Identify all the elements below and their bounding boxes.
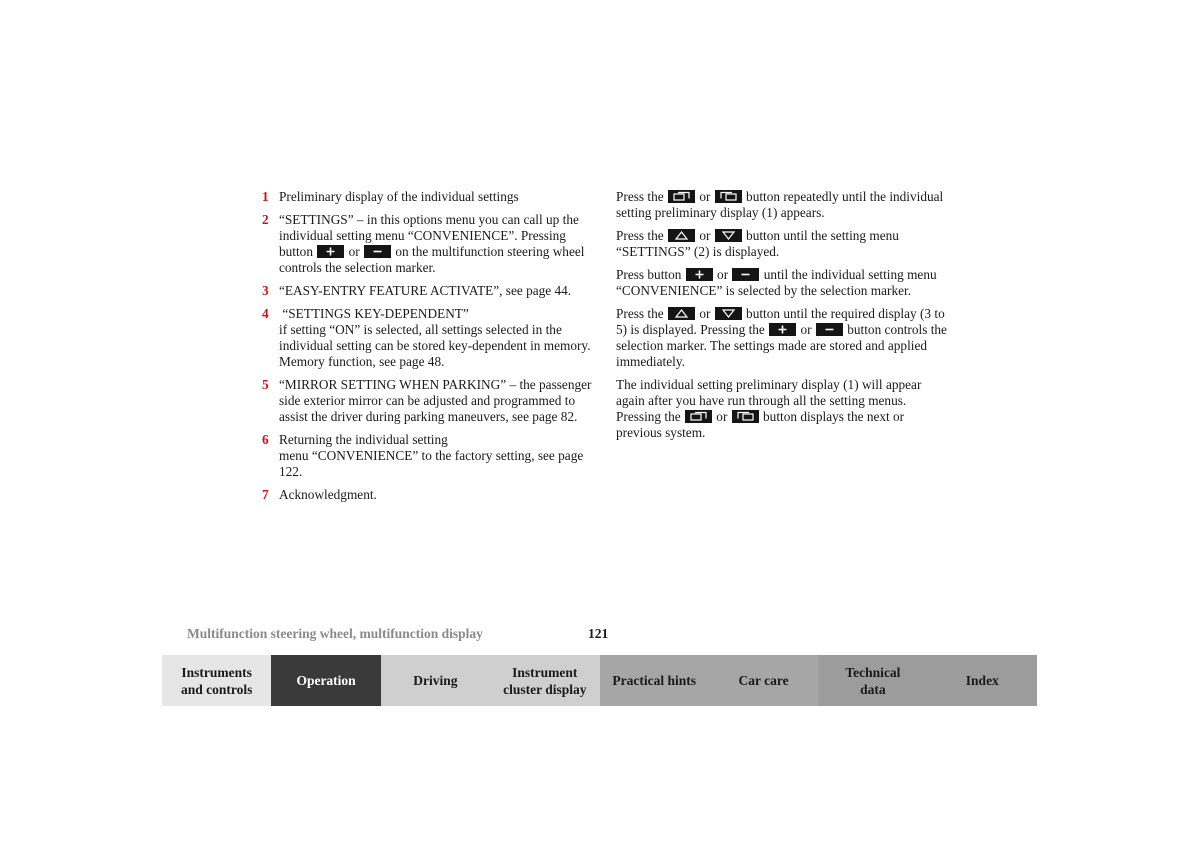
item-number: 5 — [262, 377, 269, 392]
or-text: or — [348, 244, 360, 259]
minus-button-icon — [732, 268, 759, 281]
item-number: 1 — [262, 189, 269, 204]
or-text: or — [800, 322, 812, 337]
up-arrow-icon — [668, 307, 695, 320]
text: Press the — [616, 306, 664, 321]
plus-button-icon — [686, 268, 713, 281]
text: button displays the next or previous system. — [616, 409, 905, 440]
item-text: “EASY-ENTRY FEATURE ACTIVATE”, see page 44. — [279, 283, 572, 298]
up-arrow-icon — [668, 229, 695, 242]
section-title: Multifunction steering wheel, multifunction display — [187, 626, 483, 641]
item-text: “SETTINGS” – in this options menu you can call up the individual setting menu “CONVENIENCE”. Pressing button — [279, 212, 579, 259]
text: The individual setting preliminary display (1) will appear again after you have run through all the setting menus. Pressing the — [616, 377, 922, 424]
item-number: 2 — [262, 212, 269, 227]
or-text: or — [717, 267, 729, 282]
or-text: or — [699, 228, 711, 243]
text: button controls the selection marker. The settings made are stored and applied immediately. — [616, 322, 947, 369]
tab-driving[interactable] — [381, 655, 490, 706]
item-number: 6 — [262, 432, 269, 447]
next-display-icon — [685, 410, 712, 423]
list-item — [262, 283, 592, 299]
tab-technical-data[interactable] — [818, 655, 927, 706]
or-text: or — [699, 189, 711, 204]
item-number: 4 — [262, 306, 269, 321]
tab-label: Index — [965, 673, 999, 688]
minus-button-icon — [364, 245, 391, 258]
text: button repeatedly until the individual setting preliminary display (1) appears. — [616, 189, 944, 220]
tab-label: data — [860, 681, 886, 697]
tab-operation[interactable] — [271, 655, 380, 706]
tab-label: and controls — [180, 681, 253, 697]
or-text: or — [716, 409, 728, 424]
item-number: 3 — [262, 283, 269, 298]
tab-practical-hints[interactable] — [600, 655, 709, 706]
item-text: “MIRROR SETTING WHEN PARKING” – the passenger side exterior mirror can be adjusted and programmed to assist the driver during parking maneuvers, see page 82. — [279, 377, 592, 424]
item-text: on the multifunction steering wheel controls the selection marker. — [279, 244, 585, 275]
tab-instruments-and-controls[interactable] — [162, 655, 271, 706]
instruction-paragraph — [616, 306, 948, 370]
tab-car-care[interactable] — [709, 655, 818, 706]
item-text: menu “CONVENIENCE” to the factory setting, see page 122. — [279, 448, 584, 479]
text: until the individual setting menu “CONVENIENCE” is selected by the selection marker. — [616, 267, 937, 298]
text: Press button — [616, 267, 682, 282]
page-number: 121 — [588, 626, 609, 641]
tab-label: Operation — [296, 673, 356, 688]
tab-label: Technical — [845, 664, 901, 680]
next-display-icon — [668, 190, 695, 203]
item-number: 7 — [262, 487, 269, 502]
minus-button-icon — [816, 323, 843, 336]
prev-display-icon — [732, 410, 759, 423]
instructions — [616, 189, 948, 448]
instruction-paragraph — [616, 377, 948, 441]
item-heading: Returning the individual setting — [279, 432, 448, 447]
instruction-paragraph — [616, 228, 948, 260]
item-text: Preliminary display of the individual settings — [279, 189, 519, 204]
list-item — [262, 306, 592, 370]
tab-label: Instruments — [181, 664, 252, 680]
tab-label: Practical hints — [612, 673, 696, 688]
list-item — [262, 212, 592, 276]
tab-label: Car care — [738, 673, 789, 688]
plus-button-icon — [769, 323, 796, 336]
tab-label: Instrument — [512, 664, 578, 680]
tab-instrument-cluster-display[interactable] — [490, 655, 599, 706]
item-heading: “SETTINGS KEY-DEPENDENT” — [279, 306, 469, 321]
instruction-paragraph — [616, 267, 948, 299]
list-item — [262, 432, 592, 480]
list-item — [262, 377, 592, 425]
item-text: Acknowledgment. — [279, 487, 377, 502]
tab-label: cluster display — [503, 681, 587, 697]
tab-index[interactable] — [928, 655, 1037, 706]
text: button until the setting menu “SETTINGS” (2) is displayed. — [616, 228, 899, 259]
or-text: or — [699, 306, 711, 321]
plus-button-icon — [317, 245, 344, 258]
down-arrow-icon — [715, 307, 742, 320]
list-item — [262, 487, 592, 503]
down-arrow-icon — [715, 229, 742, 242]
prev-display-icon — [715, 190, 742, 203]
item-text: if setting “ON” is selected, all settings selected in the individual setting can be stored key-dependent in memory. Memory function, see page 48. — [279, 322, 591, 369]
tab-label: Driving — [413, 673, 458, 688]
text: button until the required display (3 to 5) is displayed. Pressing the — [616, 306, 945, 337]
list-item — [262, 189, 592, 205]
text: Press the — [616, 228, 664, 243]
text: Press the — [616, 189, 664, 204]
instruction-paragraph — [616, 189, 948, 221]
chapter-nav — [162, 655, 1037, 706]
legend-list — [262, 189, 592, 510]
